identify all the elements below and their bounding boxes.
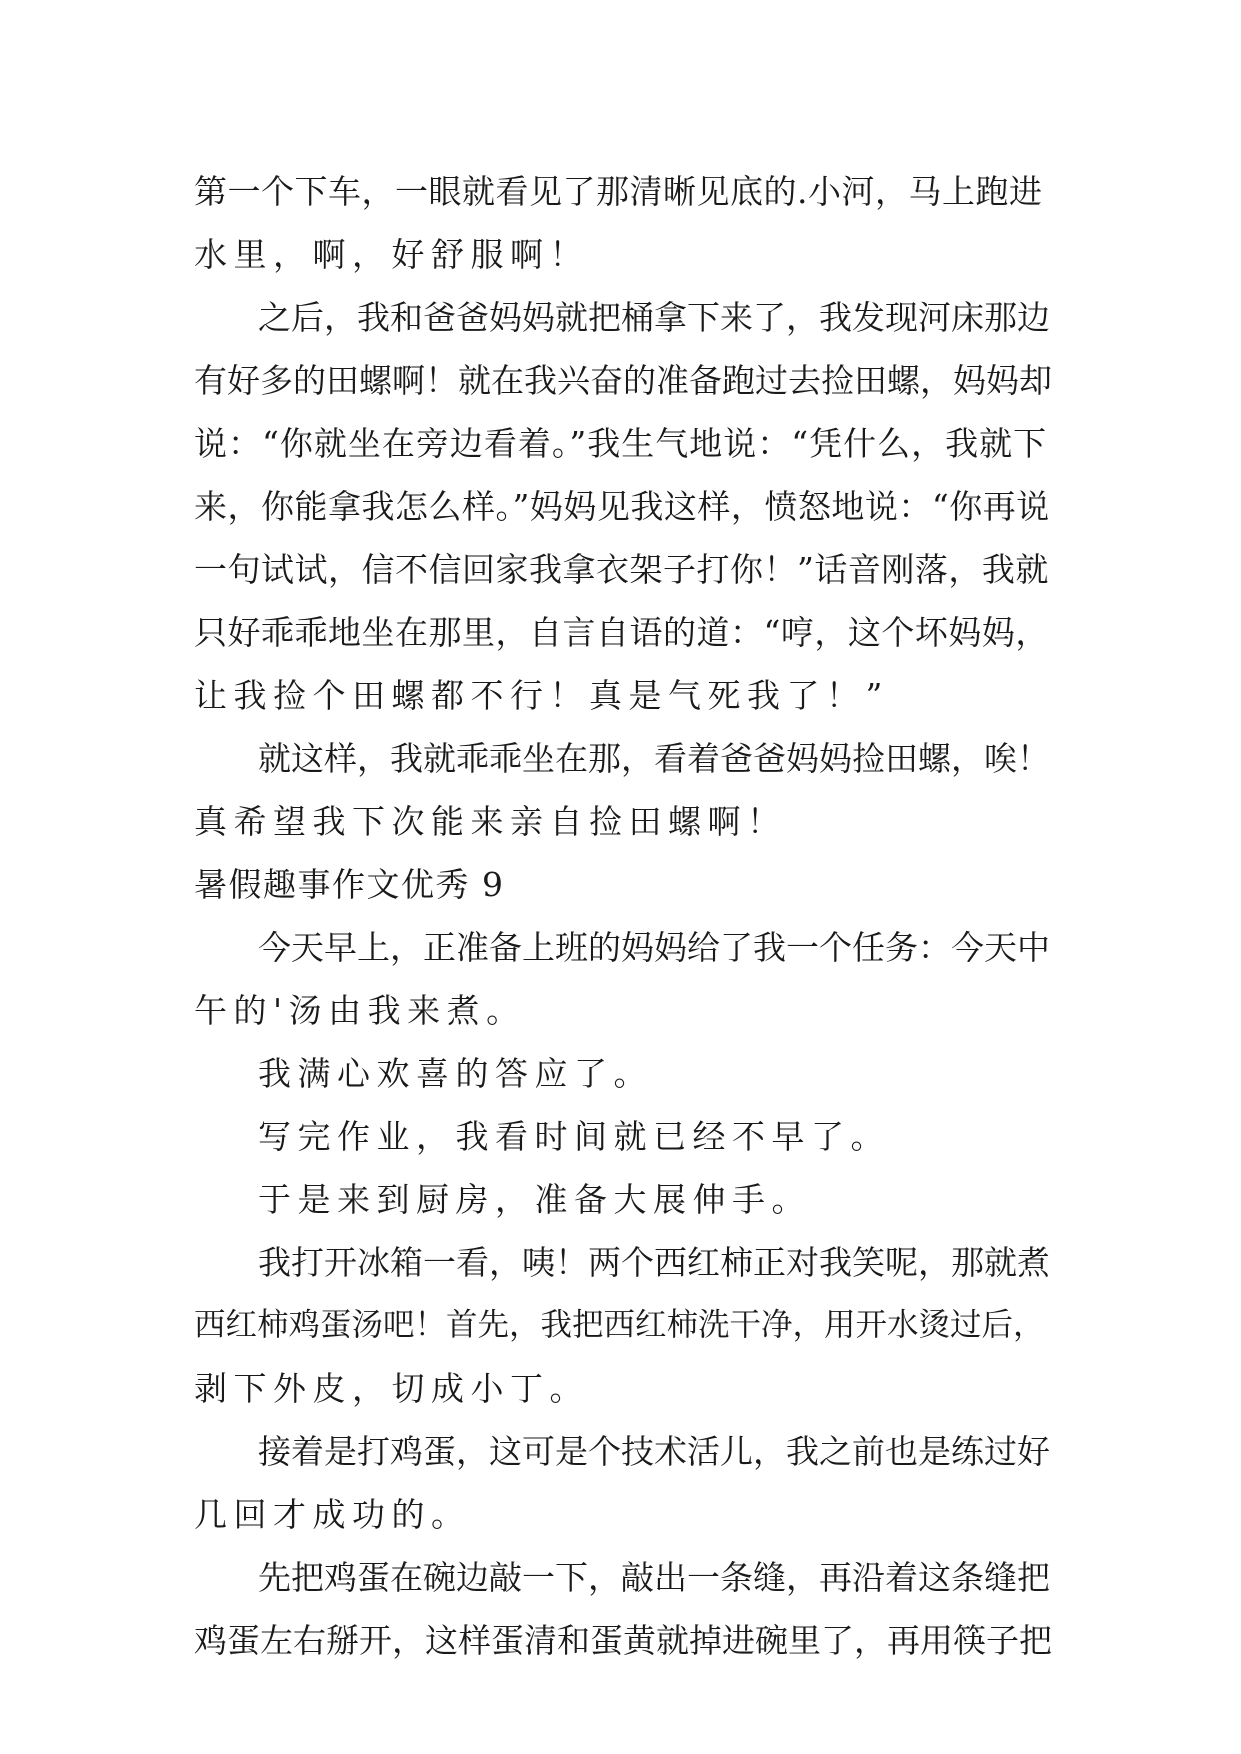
text-line: 鸡蛋左右掰开，这样蛋清和蛋黄就掉进碗里了，再用筷子把 bbox=[194, 1621, 1052, 1660]
text-line: 我满心欢喜的答应了。 bbox=[258, 1054, 653, 1093]
text-line: 几回才成功的。 bbox=[194, 1495, 471, 1534]
text-line: 第一个下车，一眼就看见了那清晰见底的.小河，马上跑进 bbox=[194, 172, 1043, 211]
text-line: 真希望我下次能来亲自捡田螺啊！ bbox=[194, 802, 787, 841]
document-page bbox=[194, 160, 1054, 1672]
text-line: 只好乖乖地坐在那里，自言自语的道：“哼，这个坏妈妈， bbox=[194, 613, 1049, 652]
text-line: 我打开冰箱一看，咦！两个西红柿正对我笑呢，那就煮 bbox=[258, 1243, 1050, 1282]
document-body bbox=[194, 160, 1054, 1672]
text-line: 接着是打鸡蛋，这可是个技术活儿，我之前也是练过好 bbox=[258, 1432, 1050, 1471]
text-line: 于是来到厨房，准备大展伸手。 bbox=[258, 1180, 811, 1219]
text-line: 午的'汤由我来煮。 bbox=[194, 991, 526, 1030]
text-line: 写完作业，我看时间就已经不早了。 bbox=[258, 1117, 890, 1156]
text-line: 一句试试，信不信回家我拿衣架子打你！”话音刚落，我就 bbox=[194, 550, 1049, 589]
text-line: 就这样，我就乖乖坐在那，看着爸爸妈妈捡田螺，唉！ bbox=[258, 739, 1050, 778]
text-line: 来，你能拿我怎么样。”妈妈见我这样，愤怒地说：“你再说 bbox=[194, 487, 1050, 526]
text-line: 水里，啊，好舒服啊！ bbox=[194, 235, 589, 274]
text-line: 说：“你就坐在旁边看着。”我生气地说：“凭什么，我就下 bbox=[194, 424, 1048, 463]
text-line: 西红柿鸡蛋汤吧！首先，我把西红柿洗干净，用开水烫过后， bbox=[194, 1307, 1045, 1343]
text-line: 让我捡个田螺都不行！真是气死我了！” bbox=[194, 676, 889, 715]
text-line: 剥下外皮，切成小丁。 bbox=[194, 1369, 589, 1408]
text-line: 先把鸡蛋在碗边敲一下，敲出一条缝，再沿着这条缝把 bbox=[258, 1558, 1050, 1597]
section-heading: 暑假趣事作文优秀 9 bbox=[194, 865, 505, 904]
text-line: 有好多的田螺啊！就在我兴奋的准备跑过去捡田螺，妈妈却 bbox=[194, 361, 1052, 400]
text-line: 之后，我和爸爸妈妈就把桶拿下来了，我发现河床那边 bbox=[258, 298, 1050, 337]
text-line: 今天早上，正准备上班的妈妈给了我一个任务：今天中 bbox=[258, 928, 1050, 967]
